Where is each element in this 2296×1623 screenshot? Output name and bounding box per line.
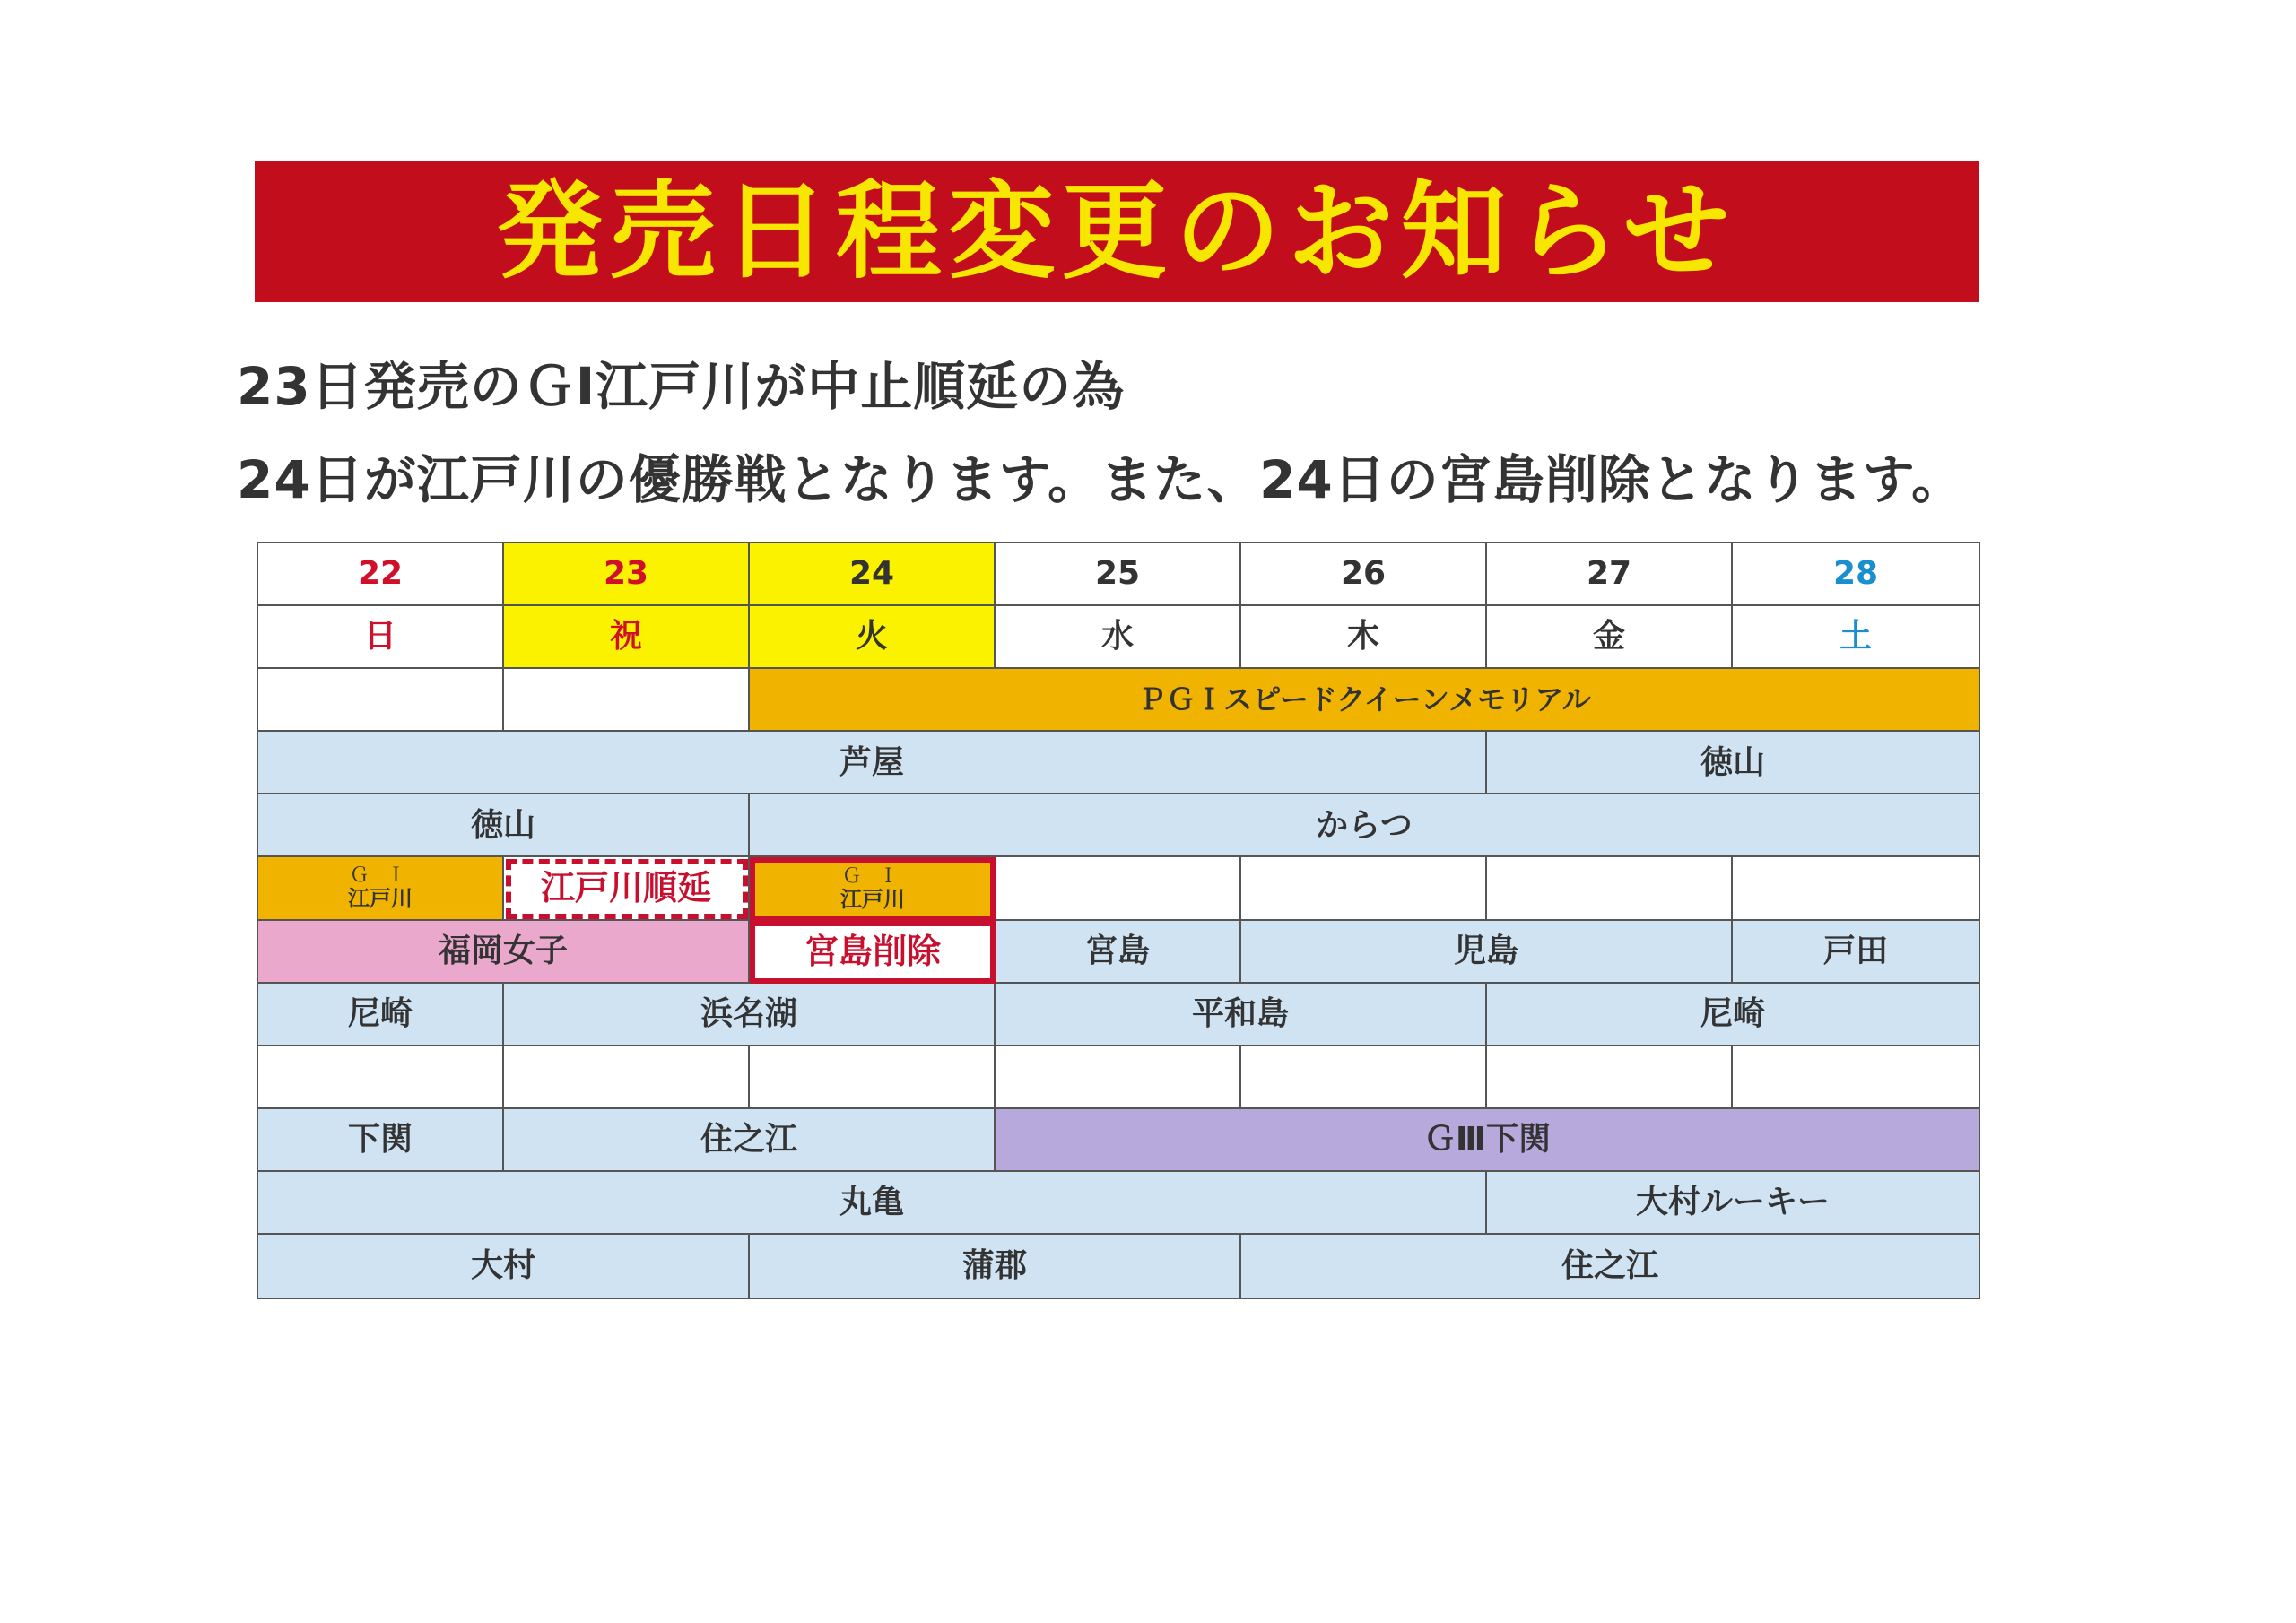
race-toda: 戸田 — [1733, 921, 1979, 984]
race-pg1-speed-queen: ＰＧＩスピードクイーンメモリアル — [750, 669, 1979, 732]
grade-label: Ｇ Ｉ — [349, 864, 412, 887]
weekday-cell: 水 — [996, 606, 1241, 669]
race-tokuyama: 徳山 — [258, 794, 750, 857]
empty-cell — [504, 1046, 750, 1109]
empty-cell — [258, 1046, 504, 1109]
date-cell: 22 — [258, 543, 504, 606]
race-fukuoka-ladies: 福岡女子 — [258, 921, 750, 984]
date-cell: 23 — [504, 543, 750, 606]
empty-cell — [1241, 857, 1487, 920]
race-amagasaki: 尼崎 — [1487, 984, 1979, 1046]
empty-cell — [504, 669, 750, 732]
race-gamagori: 蒲郡 — [750, 1235, 1241, 1298]
empty-cell — [1733, 1046, 1979, 1109]
empty-cell — [1241, 1046, 1487, 1109]
race-omura-rookie: 大村ルーキー — [1487, 1172, 1979, 1235]
race-ashiya: 芦屋 — [258, 732, 1487, 794]
empty-cell — [1487, 1046, 1733, 1109]
date-cell: 27 — [1487, 543, 1733, 606]
title-banner — [255, 161, 1979, 302]
weekday-cell: 木 — [1241, 606, 1487, 669]
weekday-cell: 金 — [1487, 606, 1733, 669]
race-marugame: 丸亀 — [258, 1172, 1487, 1235]
weekday-cell: 火 — [750, 606, 996, 669]
race-suminoe: 住之江 — [504, 1109, 996, 1172]
weekday-cell: 日 — [258, 606, 504, 669]
date-cell: 24 — [750, 543, 996, 606]
race-kojima: 児島 — [1241, 921, 1733, 984]
venue-label: 江戸川 — [840, 887, 905, 913]
race-tokuyama: 徳山 — [1487, 732, 1979, 794]
race-g1-edogawa-final — [750, 857, 996, 920]
weekday-cell: 祝 — [504, 606, 750, 669]
edogawa-postponed-cell: 江戸川順延 — [504, 857, 750, 920]
race-hamanako: 浜名湖 — [504, 984, 996, 1046]
date-cell: 26 — [1241, 543, 1487, 606]
empty-cell — [258, 669, 504, 732]
empty-cell — [1487, 857, 1733, 920]
race-miyajima: 宮島 — [996, 921, 1241, 984]
empty-cell — [996, 857, 1241, 920]
notice-line-2: 24日が江戸川の優勝戦となります。また、24日の宮島削除となります。 — [237, 449, 1965, 510]
empty-cell — [996, 1046, 1241, 1109]
race-heiwajima: 平和島 — [996, 984, 1487, 1046]
race-suminoe: 住之江 — [1241, 1235, 1979, 1298]
date-cell: 28 — [1733, 543, 1979, 606]
empty-cell — [750, 1046, 996, 1109]
schedule-table — [257, 542, 1980, 1299]
weekday-cell: 土 — [1733, 606, 1979, 669]
race-shimonoseki: 下関 — [258, 1109, 504, 1172]
race-karatsu: からつ — [750, 794, 1979, 857]
race-amagasaki: 尼崎 — [258, 984, 504, 1046]
grade-label: Ｇ Ｉ — [841, 865, 904, 888]
date-cell: 25 — [996, 543, 1241, 606]
race-g1-edogawa — [258, 857, 504, 920]
empty-cell — [1733, 857, 1979, 920]
banner-title: 発売日程変更のお知らせ — [496, 169, 1737, 293]
notice-line-1: 23日発売のＧⅠ江戸川が中止順延の為 — [237, 356, 1126, 417]
race-omura: 大村 — [258, 1235, 750, 1298]
race-g3-shimonoseki: ＧⅢ下関 — [996, 1109, 1979, 1172]
venue-label: 江戸川 — [348, 886, 413, 912]
miyajima-removed-cell: 宮島削除 — [750, 921, 996, 984]
